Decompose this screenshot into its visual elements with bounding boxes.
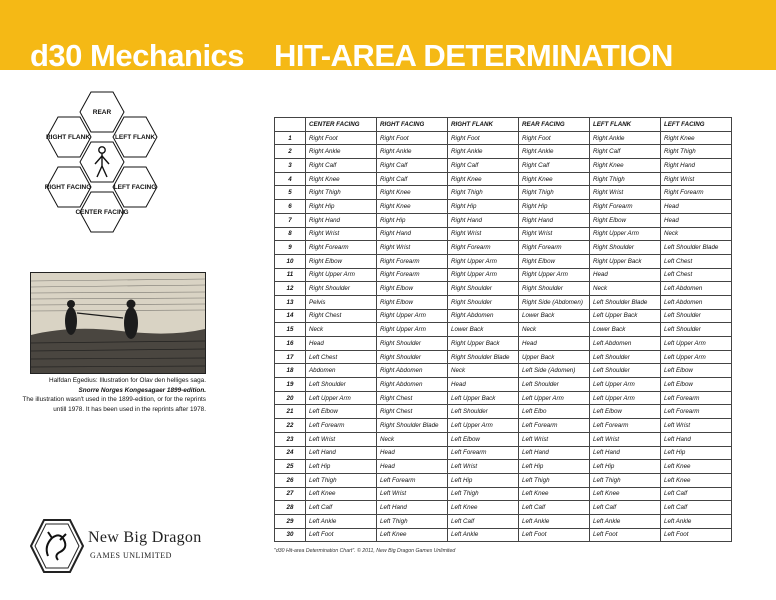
hit-area-cell: Right Elbow (377, 282, 448, 296)
roll-number: 20 (275, 391, 306, 405)
hit-area-cell: Head (306, 337, 377, 351)
hit-area-cell: Right Upper Arm (519, 268, 590, 282)
hit-area-cell: Left Ankle (590, 514, 661, 528)
column-header: LEFT FACING (661, 118, 732, 132)
hit-area-cell: Left Upper Arm (590, 391, 661, 405)
page-title: HIT-AREA DETERMINATION (274, 38, 673, 73)
hit-area-cell: Right Calf (590, 145, 661, 159)
hit-area-cell: Left Upper Arm (448, 419, 519, 433)
roll-number: 14 (275, 309, 306, 323)
hit-area-cell: Right Shoulder (519, 282, 590, 296)
hit-area-cell: Left Elbo (519, 405, 590, 419)
caption-line-3: The illustration wasn't used in the 1899-edition, or for the reprints (22, 396, 206, 403)
hit-area-cell: Right Hand (661, 159, 732, 173)
hit-area-cell: Left Ankle (519, 514, 590, 528)
hit-area-cell: Left Upper Arm (590, 378, 661, 392)
table-row (275, 446, 732, 460)
hit-area-cell: Neck (661, 227, 732, 241)
hit-area-cell: Right Wrist (377, 241, 448, 255)
roll-number: 18 (275, 364, 306, 378)
hit-area-cell: Left Wrist (306, 432, 377, 446)
roll-number: 29 (275, 514, 306, 528)
hit-area-cell: Left Upper Back (590, 309, 661, 323)
hit-area-cell: Right Elbow (377, 295, 448, 309)
hit-area-cell: Left Forearm (377, 473, 448, 487)
hit-area-cell: Right Shoulder Blade (448, 350, 519, 364)
hit-area-table (274, 117, 732, 542)
roll-number: 28 (275, 501, 306, 515)
hit-area-cell: Left Shoulder (661, 309, 732, 323)
hit-area-cell: Lower Back (448, 323, 519, 337)
hit-area-cell: Right Forearm (306, 241, 377, 255)
hit-area-cell: Right Thigh (590, 172, 661, 186)
hit-area-cell: Right Thigh (448, 186, 519, 200)
hit-area-cell: Left Shoulder Blade (661, 241, 732, 255)
hit-area-cell: Left Forearm (448, 446, 519, 460)
roll-number: 13 (275, 295, 306, 309)
hit-area-cell: Left Calf (590, 501, 661, 515)
column-header: RIGHT FLANK (448, 118, 519, 132)
hit-area-cell: Right Shoulder (377, 337, 448, 351)
hit-area-cell: Right Upper Back (590, 254, 661, 268)
table-row (275, 528, 732, 542)
hit-area-cell: Left Calf (661, 487, 732, 501)
hit-area-cell: Right Upper Arm (590, 227, 661, 241)
table-row (275, 254, 732, 268)
table-row (275, 514, 732, 528)
table-row (275, 295, 732, 309)
hit-area-cell: Right Ankle (519, 145, 590, 159)
roll-number: 23 (275, 432, 306, 446)
table-row (275, 145, 732, 159)
roll-number: 4 (275, 172, 306, 186)
table-row (275, 405, 732, 419)
hit-area-cell: Right Shoulder (306, 282, 377, 296)
hit-area-cell: Right Foot (519, 131, 590, 145)
hit-area-cell: Right Foot (306, 131, 377, 145)
hit-area-cell: Right Shoulder (377, 350, 448, 364)
hit-area-cell: Right Upper Arm (448, 268, 519, 282)
hit-area-cell: Left Shoulder (661, 323, 732, 337)
roll-number: 7 (275, 213, 306, 227)
roll-number: 17 (275, 350, 306, 364)
hit-area-cell: Right Abdomen (448, 309, 519, 323)
hit-area-cell: Right Knee (377, 186, 448, 200)
hit-area-cell: Left Hip (306, 460, 377, 474)
hit-area-cell: Left Knee (590, 487, 661, 501)
hit-area-cell: Right Chest (377, 391, 448, 405)
label-left-facing: LEFT FACING (113, 184, 157, 191)
hit-area-cell: Left Upper Arm (519, 391, 590, 405)
hit-area-cell: Left Elbow (661, 378, 732, 392)
table-row (275, 419, 732, 433)
hit-area-cell: Head (590, 268, 661, 282)
hit-area-cell: Left Thigh (306, 473, 377, 487)
hit-area-cell: Left Wrist (519, 432, 590, 446)
table-row (275, 213, 732, 227)
hit-area-cell: Head (377, 460, 448, 474)
table-row (275, 268, 732, 282)
hit-area-cell: Left Upper Back (448, 391, 519, 405)
hit-area-cell: Left Elbow (448, 432, 519, 446)
table-row (275, 309, 732, 323)
table-row (275, 391, 732, 405)
hit-area-cell: Right Calf (306, 159, 377, 173)
hit-area-cell: Right Wrist (661, 172, 732, 186)
hit-area-cell: Head (661, 213, 732, 227)
hit-area-cell: Left Elbow (306, 405, 377, 419)
hit-area-cell: Left Foot (519, 528, 590, 542)
hit-area-cell: Left Wrist (377, 487, 448, 501)
hit-area-cell: Right Forearm (448, 241, 519, 255)
table-row (275, 473, 732, 487)
hit-area-cell: Left Knee (377, 528, 448, 542)
hit-area-cell: Right Thigh (519, 186, 590, 200)
table-row (275, 186, 732, 200)
hit-area-cell: Right Chest (306, 309, 377, 323)
hit-area-cell: Left Shoulder (306, 378, 377, 392)
hit-area-cell: Right Forearm (377, 254, 448, 268)
hit-area-cell: Right Ankle (377, 145, 448, 159)
label-left-flank: LEFT FLANK (114, 134, 156, 141)
hit-area-cell: Right Wrist (306, 227, 377, 241)
hit-area-cell: Right Ankle (448, 145, 519, 159)
hit-area-cell: Left Shoulder Blade (590, 295, 661, 309)
hit-area-cell: Left Upper Arm (661, 350, 732, 364)
hit-area-cell: Right Wrist (519, 227, 590, 241)
hit-area-cell: Left Upper Arm (306, 391, 377, 405)
table-row (275, 200, 732, 214)
hit-area-cell: Neck (590, 282, 661, 296)
hit-area-cell: Right Calf (377, 159, 448, 173)
hit-area-cell: Left Forearm (519, 419, 590, 433)
hit-area-cell: Right Knee (377, 200, 448, 214)
roll-number: 5 (275, 186, 306, 200)
hit-area-cell: Right Elbow (590, 213, 661, 227)
caption-line-1: Halfdan Egedius: Illustration for Olav den helliges saga. (48, 377, 206, 384)
hit-area-cell: Right Hand (519, 213, 590, 227)
hit-area-cell: Head (661, 200, 732, 214)
label-right-flank: RIGHT FLANK (45, 134, 91, 141)
logo-subtitle: GAMES UNLIMITED (90, 551, 172, 560)
hit-area-cell: Right Calf (519, 159, 590, 173)
table-row (275, 337, 732, 351)
hit-area-cell: Left Foot (306, 528, 377, 542)
hit-area-cell: Right Ankle (306, 145, 377, 159)
label-right-facing: RIGHT FACING (44, 184, 92, 191)
hit-area-cell: Left Shoulder (519, 378, 590, 392)
hit-area-cell: Right Thigh (661, 145, 732, 159)
hit-area-cell: Right Hand (448, 213, 519, 227)
hit-area-cell: Abdomen (306, 364, 377, 378)
caption-line-2: Snorre Norges Kongesagaer 1899-edition. (78, 386, 206, 394)
hit-area-cell: Right Upper Arm (306, 268, 377, 282)
table-row (275, 432, 732, 446)
roll-number: 12 (275, 282, 306, 296)
table-row (275, 227, 732, 241)
hit-area-cell: Right Hand (377, 227, 448, 241)
hit-area-cell: Right Calf (377, 172, 448, 186)
hit-area-cell: Right Forearm (519, 241, 590, 255)
roll-number: 22 (275, 419, 306, 433)
hit-area-cell: Left Hand (590, 446, 661, 460)
hit-area-cell: Right Forearm (377, 268, 448, 282)
hit-area-cell: Right Hip (448, 200, 519, 214)
hit-area-cell: Left Chest (306, 350, 377, 364)
hit-area-cell: Left Chest (661, 268, 732, 282)
illustration-caption (20, 376, 206, 414)
hit-area-cell: Neck (448, 364, 519, 378)
hit-area-cell: Right Ankle (590, 131, 661, 145)
facing-hex-diagram (30, 88, 220, 248)
hit-area-cell: Right Side (Abdomen) (519, 295, 590, 309)
hit-area-cell: Right Shoulder (448, 282, 519, 296)
hit-area-cell: Right Shoulder (590, 241, 661, 255)
hit-area-cell: Left Side (Adomen) (519, 364, 590, 378)
hit-area-cell: Left Upper Arm (661, 337, 732, 351)
hit-area-cell: Right Forearm (661, 186, 732, 200)
table-row (275, 159, 732, 173)
hit-area-cell: Left Knee (519, 487, 590, 501)
hit-area-cell: Left Hip (661, 446, 732, 460)
table-row (275, 378, 732, 392)
hit-area-cell: Right Knee (306, 172, 377, 186)
roll-number: 15 (275, 323, 306, 337)
column-header: LEFT FLANK (590, 118, 661, 132)
hit-area-cell: Right Knee (661, 131, 732, 145)
hit-area-cell: Left Hip (519, 460, 590, 474)
table-row (275, 282, 732, 296)
hit-area-cell: Pelvis (306, 295, 377, 309)
hit-area-cell: Left Knee (661, 460, 732, 474)
table-body (275, 131, 732, 542)
roll-number: 3 (275, 159, 306, 173)
hit-area-cell: Right Foot (377, 131, 448, 145)
hit-area-cell: Left Thigh (590, 473, 661, 487)
roll-number: 11 (275, 268, 306, 282)
hit-area-cell: Left Shoulder (590, 350, 661, 364)
hit-area-cell: Right Foot (448, 131, 519, 145)
hit-area-cell: Right Forearm (590, 200, 661, 214)
section-title: d30 Mechanics (30, 38, 245, 73)
publisher-logo (30, 518, 230, 574)
hit-area-cell: Left Ankle (306, 514, 377, 528)
woodcut-illustration (30, 272, 206, 374)
table-row (275, 350, 732, 364)
hit-area-cell: Upper Back (519, 350, 590, 364)
hit-area-cell: Left Hand (377, 501, 448, 515)
hit-area-cell: Left Abdomen (661, 282, 732, 296)
hit-area-cell: Right Knee (590, 159, 661, 173)
illustration-image (31, 273, 205, 373)
hit-area-cell: Lower Back (519, 309, 590, 323)
hit-area-cell: Left Ankle (661, 514, 732, 528)
hit-area-cell: Left Hip (448, 473, 519, 487)
hit-area-cell: Left Knee (306, 487, 377, 501)
roll-number: 21 (275, 405, 306, 419)
hit-area-cell: Right Hip (306, 200, 377, 214)
roll-number: 27 (275, 487, 306, 501)
hit-area-cell: Right Shoulder Blade (377, 419, 448, 433)
roll-number: 30 (275, 528, 306, 542)
hit-area-cell: Left Abdomen (661, 295, 732, 309)
hit-area-cell: Right Hip (519, 200, 590, 214)
hit-area-cell: Left Wrist (590, 432, 661, 446)
hit-area-cell: Left Calf (661, 501, 732, 515)
roll-number: 8 (275, 227, 306, 241)
roll-number: 19 (275, 378, 306, 392)
hit-area-cell: Left Abdomen (590, 337, 661, 351)
hit-area-cell: Left Calf (448, 514, 519, 528)
hit-area-cell: Left Elbow (590, 405, 661, 419)
hit-area-cell: Head (519, 337, 590, 351)
hit-area-cell: Left Hand (661, 432, 732, 446)
chart-credit: "d30 Hit-area Determination Chart". © 2011, New Big Dragon Games Unlimited (274, 548, 456, 554)
roll-number: 6 (275, 200, 306, 214)
roll-number: 10 (275, 254, 306, 268)
hit-area-cell: Right Calf (448, 159, 519, 173)
hit-area-cell: Left Chest (661, 254, 732, 268)
header-roll (275, 118, 306, 132)
hit-area-cell: Right Wrist (448, 227, 519, 241)
table-row (275, 460, 732, 474)
hit-area-cell: Left Knee (448, 501, 519, 515)
hit-area-cell: Right Shoulder (448, 295, 519, 309)
hit-area-cell: Left Foot (590, 528, 661, 542)
roll-number: 25 (275, 460, 306, 474)
hit-area-cell: Left Thigh (519, 473, 590, 487)
hit-area-cell: Left Ankle (448, 528, 519, 542)
hit-area-cell: Right Knee (519, 172, 590, 186)
table-row (275, 323, 732, 337)
hit-area-cell: Right Chest (377, 405, 448, 419)
roll-number: 26 (275, 473, 306, 487)
hit-area-cell: Right Wrist (590, 186, 661, 200)
hit-area-cell: Left Forearm (306, 419, 377, 433)
hit-area-cell: Neck (519, 323, 590, 337)
table-row (275, 131, 732, 145)
table-header-row (275, 118, 732, 132)
roll-number: 9 (275, 241, 306, 255)
hit-area-cell: Left Calf (519, 501, 590, 515)
hit-area-cell: Left Elbow (661, 364, 732, 378)
hit-area-cell: Left Foot (661, 528, 732, 542)
column-header: RIGHT FACING (377, 118, 448, 132)
hit-area-cell: Lower Back (590, 323, 661, 337)
column-header: REAR FACING (519, 118, 590, 132)
hit-area-cell: Left Thigh (448, 487, 519, 501)
hit-area-cell: Left Hand (306, 446, 377, 460)
hit-area-cell: Left Forearm (661, 391, 732, 405)
hit-area-cell: Left Forearm (661, 405, 732, 419)
table-row (275, 241, 732, 255)
table-row (275, 172, 732, 186)
header-banner (0, 0, 776, 73)
hit-area-cell: Right Abdomen (377, 364, 448, 378)
hit-area-cell: Left Knee (661, 473, 732, 487)
hit-area-cell: Left Hand (519, 446, 590, 460)
table-row (275, 364, 732, 378)
label-rear: REAR (92, 109, 112, 116)
column-header: CENTER FACING (306, 118, 377, 132)
hit-area-cell: Left Wrist (448, 460, 519, 474)
hit-area-cell: Head (377, 446, 448, 460)
hit-area-cell: Left Calf (306, 501, 377, 515)
logo-name: New Big Dragon (88, 529, 202, 546)
hit-area-cell: Right Elbow (306, 254, 377, 268)
label-center-facing: CENTER FACING (75, 209, 129, 216)
hit-area-cell: Neck (306, 323, 377, 337)
hit-area-cell: Left Shoulder (448, 405, 519, 419)
table-row (275, 487, 732, 501)
hit-area-cell: Right Elbow (519, 254, 590, 268)
hit-area-cell: Left Thigh (377, 514, 448, 528)
hit-area-cell: Left Forearm (590, 419, 661, 433)
roll-number: 2 (275, 145, 306, 159)
hit-area-cell: Left Shoulder (590, 364, 661, 378)
hit-area-cell: Left Wrist (661, 419, 732, 433)
table-row (275, 501, 732, 515)
hit-area-cell: Right Upper Arm (377, 309, 448, 323)
hit-area-cell: Right Upper Arm (448, 254, 519, 268)
hit-area-cell: Left Hip (590, 460, 661, 474)
roll-number: 24 (275, 446, 306, 460)
dragon-emblem-icon (30, 518, 84, 574)
hit-area-cell: Right Hip (377, 213, 448, 227)
hit-area-cell: Right Upper Back (448, 337, 519, 351)
hit-area-cell: Right Knee (448, 172, 519, 186)
caption-line-4: untill 1978. It has been used in the reprints after 1978. (53, 405, 206, 413)
roll-number: 1 (275, 131, 306, 145)
hit-area-cell: Right Hand (306, 213, 377, 227)
hit-area-cell: Right Abdomen (377, 378, 448, 392)
roll-number: 16 (275, 337, 306, 351)
hit-area-cell: Right Thigh (306, 186, 377, 200)
hit-area-cell: Neck (377, 432, 448, 446)
hit-area-cell: Head (448, 378, 519, 392)
hit-area-cell: Right Upper Arm (377, 323, 448, 337)
